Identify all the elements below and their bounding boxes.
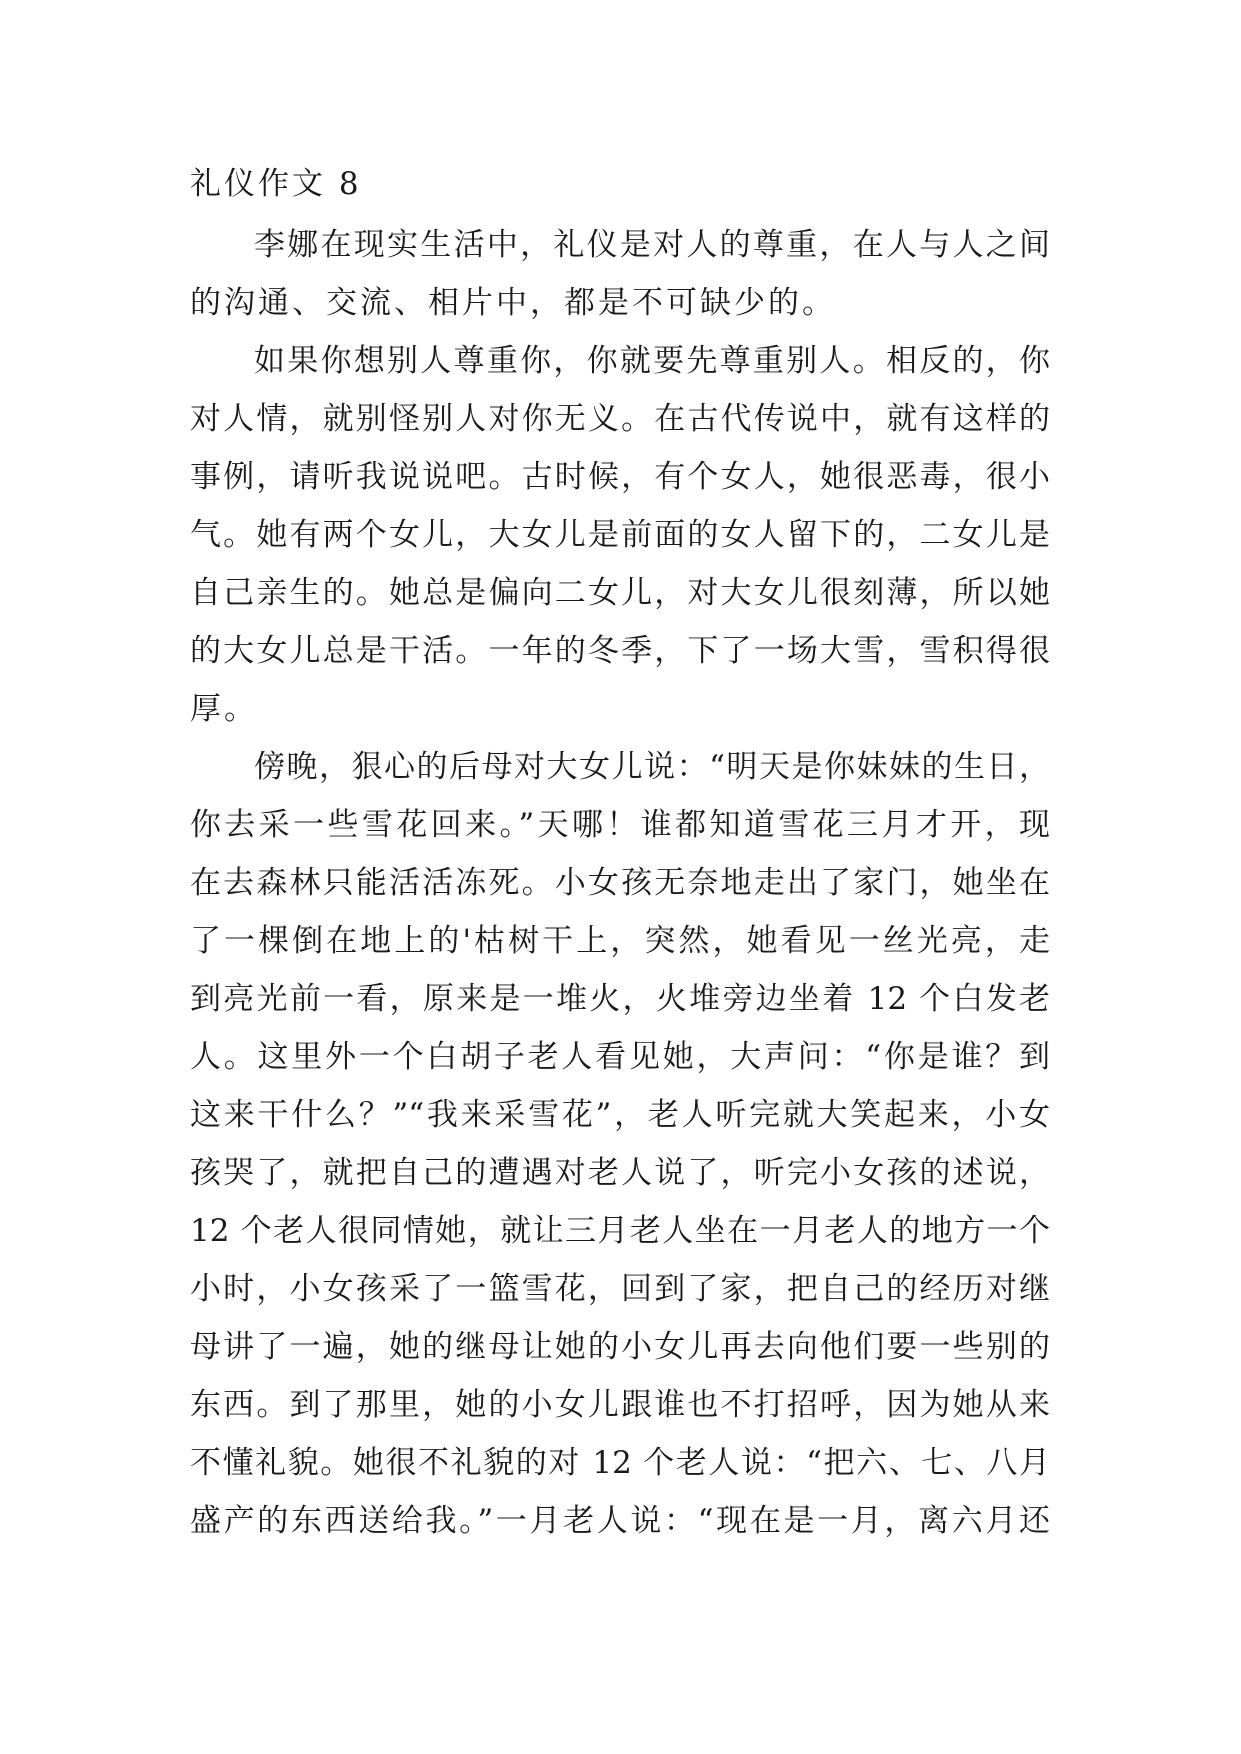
text-line: 盛产的东西送给我。”一月老人说：“现在是一月，离六月还 xyxy=(190,1503,1050,1539)
text-line: 李娜在现实生活中，礼仪是对人的尊重，在人与人之间 xyxy=(254,227,1050,263)
text-line: 小时，小女孩采了一篮雪花，回到了家，把自己的经历对继 xyxy=(190,1271,1050,1307)
text-line: 东西。到了那里，她的小女儿跟谁也不打招呼，因为她从来 xyxy=(190,1387,1050,1423)
essay-title: 礼仪作文 8 xyxy=(190,166,362,202)
text-line: 气。她有两个女儿，大女儿是前面的女人留下的，二女儿是 xyxy=(190,517,1050,553)
text-line: 厚。 xyxy=(190,691,258,727)
text-line: 在去森林只能活活冻死。小女孩无奈地走出了家门，她坐在 xyxy=(190,865,1050,901)
paragraph xyxy=(190,216,1050,332)
text-line: 12 个老人很同情她，就让三月老人坐在一月老人的地方一个 xyxy=(190,1213,1050,1249)
text-line: 到亮光前一看，原来是一堆火，火堆旁边坐着 12 个白发老 xyxy=(190,981,1050,1017)
text-line: 母讲了一遍，她的继母让她的小女儿再去向他们要一些别的 xyxy=(190,1329,1050,1365)
text-line: 不懂礼貌。她很不礼貌的对 12 个老人说：“把六、七、八月 xyxy=(190,1445,1050,1481)
text-line: 自己亲生的。她总是偏向二女儿，对大女儿很刻薄，所以她 xyxy=(190,575,1050,611)
text-line: 傍晚，狠心的后母对大女儿说：“明天是你妹妹的生日， xyxy=(254,749,1050,785)
text-line: 人。这里外一个白胡子老人看见她，大声问：“你是谁？到 xyxy=(190,1039,1050,1075)
text-line: 对人情，就别怪别人对你无义。在古代传说中，就有这样的 xyxy=(190,401,1050,437)
paragraph xyxy=(190,738,1050,1550)
text-line: 如果你想别人尊重你，你就要先尊重别人。相反的，你 xyxy=(254,343,1050,379)
text-line: 你去采一些雪花回来。”天哪！谁都知道雪花三月才开，现 xyxy=(190,807,1050,843)
text-line: 孩哭了，就把自己的遭遇对老人说了，听完小女孩的述说， xyxy=(190,1155,1050,1191)
essay-body xyxy=(190,216,1050,1550)
paragraph xyxy=(190,332,1050,738)
text-line: 了一棵倒在地上的'枯树干上，突然，她看见一丝光亮，走 xyxy=(190,923,1050,959)
text-line: 的大女儿总是干活。一年的冬季，下了一场大雪，雪积得很 xyxy=(190,633,1050,669)
text-line: 这来干什么？”“我来采雪花”，老人听完就大笑起来，小女 xyxy=(190,1097,1050,1133)
text-line: 的沟通、交流、相片中，都是不可缺少的。 xyxy=(190,285,836,321)
text-line: 事例，请听我说说吧。古时候，有个女人，她很恶毒，很小 xyxy=(190,459,1050,495)
